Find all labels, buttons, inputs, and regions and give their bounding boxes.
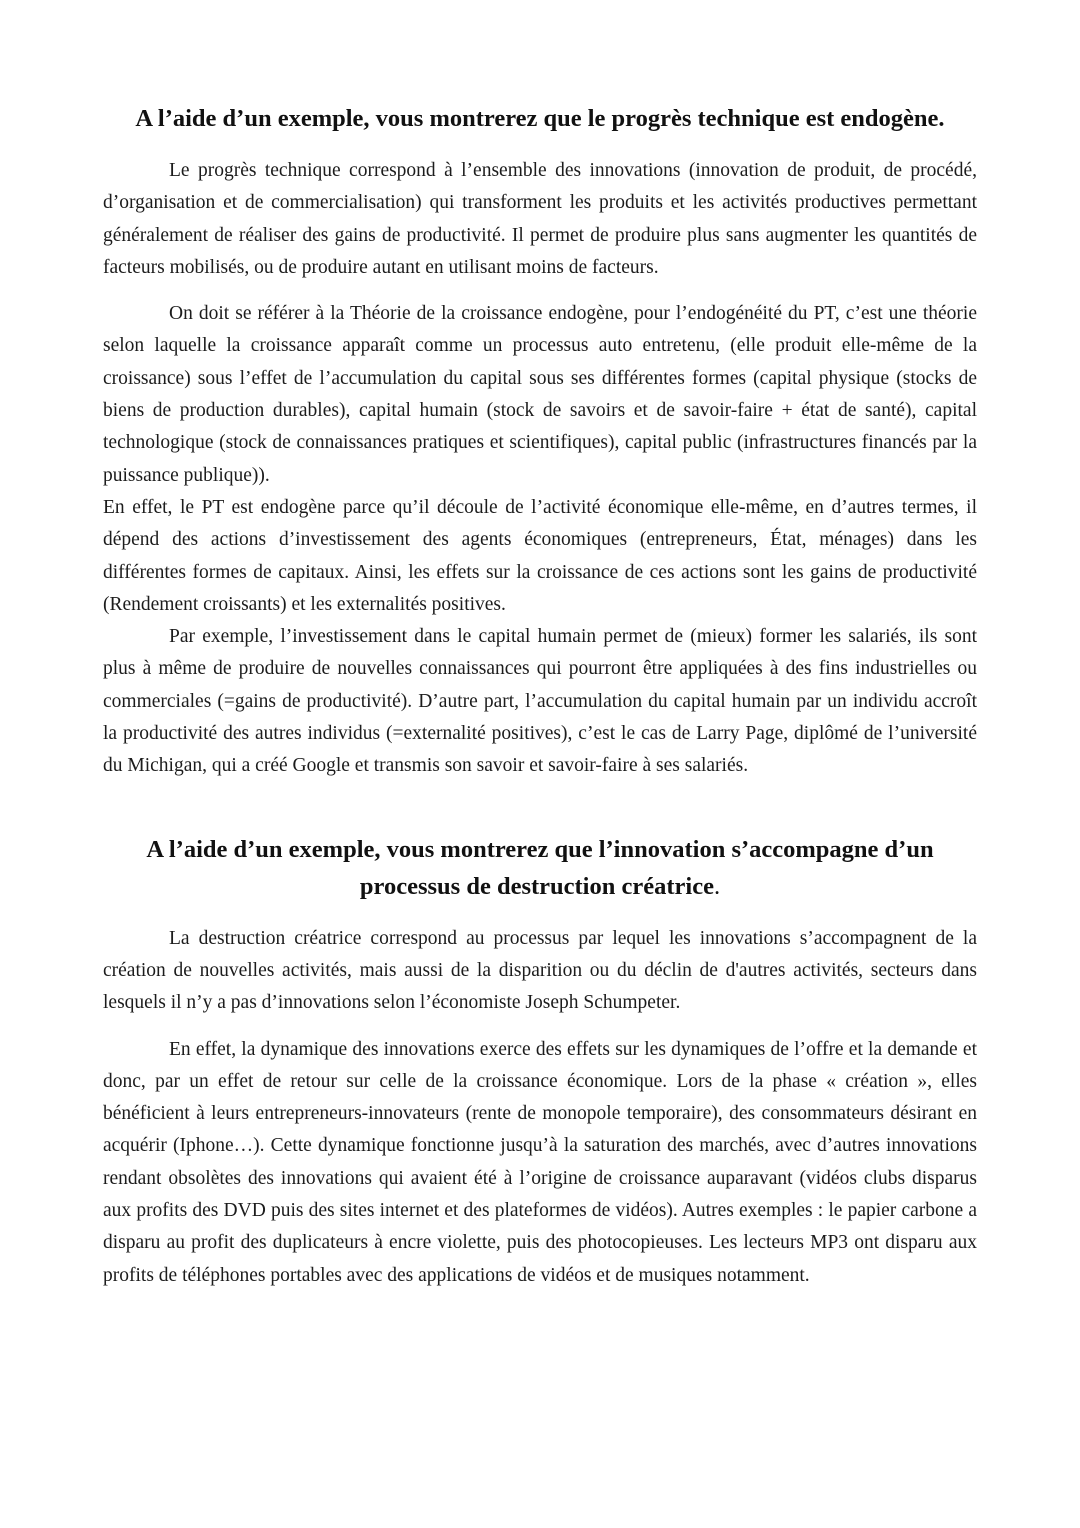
section-2-title (103, 831, 977, 905)
section-1-paragraph-1: Le progrès technique correspond à l’ensemble des innovations (innovation de produit, de procédé, d’organisation et de commercialisation) qui transforment les produits et les activités productives permettant généralement de réaliser des gains de productivité. Il permet de produire plus sans augmenter les quantités de facteurs mobilisés, ou de produire autant en utilisant moins de facteurs. (103, 160, 977, 278)
section-1-paragraph-3: En effet, le PT est endogène parce qu’il découle de l’activité économique elle-même, en d’autres termes, il dépend des actions d’investissement des agents économiques (entrepreneurs, État, ménages) dans les différentes formes de capitaux. Ainsi, les effets sur la croissance de ces actions sont les gains de productivité (Rendement croissants) et les externalités positives. (103, 496, 977, 615)
section-progres-technique (103, 100, 977, 783)
section-destruction-creatrice (103, 831, 977, 1292)
section-1-paragraph-4: Par exemple, l’investissement dans le capital humain permet de (mieux) former les salariés, ils sont plus à même de produire de nouvelles connaissances qui pourront être appliquées à des fins industrielles ou commerciales (=gains de productivité). D’autre part, l’accumulation du capital humain par un individu accroît la productivité des autres individus (=externalité positives), c’est le cas de Larry Page, diplômé de l’université du Michigan, qui a créé Google et transmis son savoir et savoir-faire à ses salariés. (103, 626, 977, 777)
document-content (103, 100, 977, 1292)
section-1-title: A l’aide d’un exemple, vous montrerez que le progrès technique est endogène. (135, 105, 945, 132)
section-2-paragraph-1: La destruction créatrice correspond au processus par lequel les innovations s’accompagnent de la création de nouvelles activités, mais aussi de la disparition ou du déclin de d'autres activités, secteurs dans lesquels il n’y a pas d’innovations selon l’économiste Joseph Schumpeter. (103, 927, 977, 1014)
section-2-title-period: . (713, 872, 721, 900)
section-2-title-text: A l’aide d’un exemple, vous montrerez que l’innovation s’accompagne d’un processus de destruction créatrice (146, 835, 934, 900)
section-2-paragraph-2: En effet, la dynamique des innovations exerce des effets sur les dynamiques de l’offre et la demande et donc, par un effet de retour sur celle de la croissance économique. Lors de la phase « création », elles bénéficient à leurs entrepreneurs-innovateurs (rente de monopole temporaire), des consommateurs désirant en acquérir (Iphone…). Cette dynamique fonctionne jusqu’à la saturation des marchés, avec d’autres innovations rendant obsolètes des innovations qui avaient été à l’origine de croissance auparavant (vidéos clubs disparus aux profits des DVD puis des sites internet et des plateformes de vidéos). Autres exemples : le papier carbone a disparu au profit des duplicateurs à encre violette, puis des photocopieuses. Les lecteurs MP3 ont disparu aux profits de téléphones portables avec des applications de vidéos et de musiques notamment. (103, 1038, 977, 1286)
section-1-paragraph-2: On doit se référer à la Théorie de la croissance endogène, pour l’endogénéité du PT, c’est une théorie selon laquelle la croissance apparaît comme un processus auto entretenu, (elle produit elle-même de la croissance) sous l’effet de l’accumulation du capital sous ses différentes formes (capital physique (stocks de biens de production durables), capital humain (stock de savoirs et de savoir-faire + état de santé), capital technologique (stock de connaissances pratiques et scientifiques), capital public (infrastructures financés par la puissance publique)). (103, 303, 977, 486)
